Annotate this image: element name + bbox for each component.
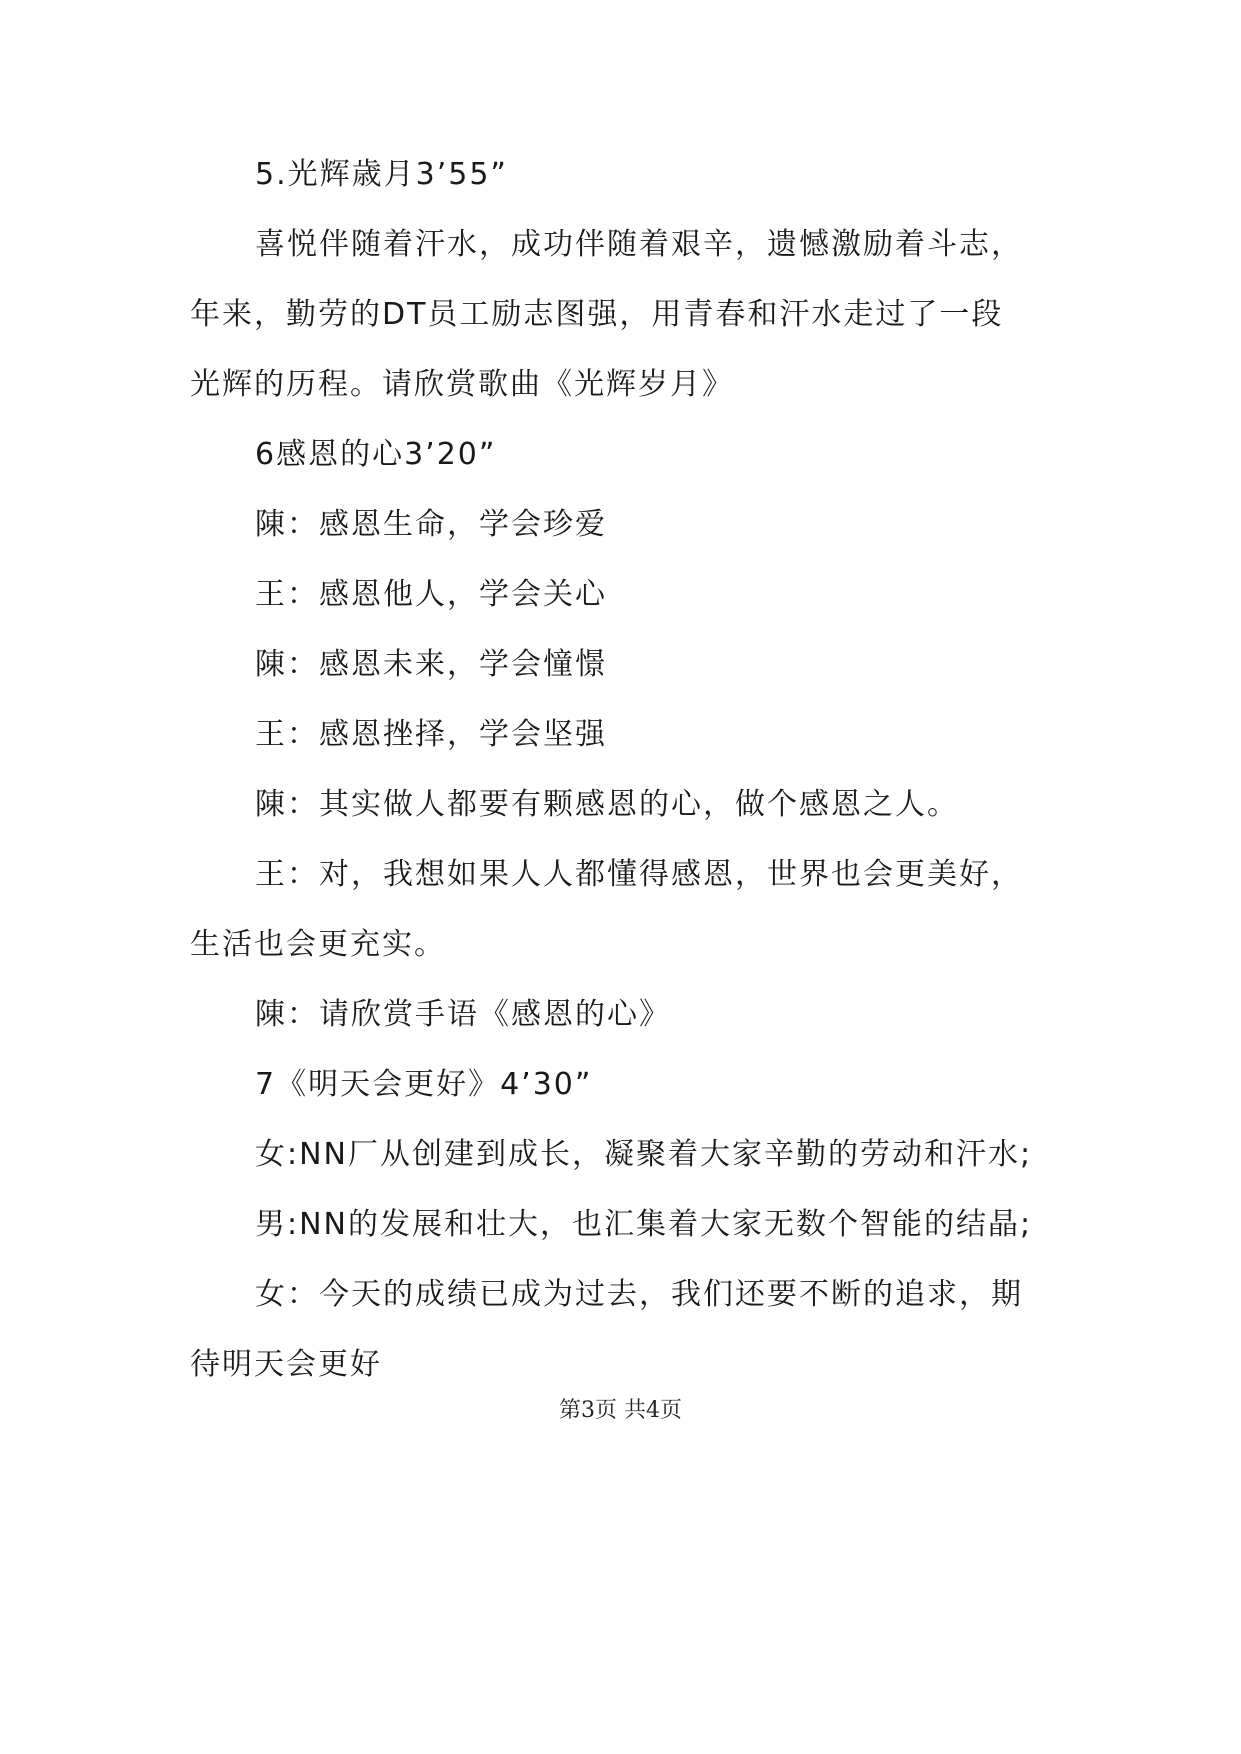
text-line-6: 陳：感恩生命，学会珍爱 xyxy=(255,507,607,542)
text-line-9: 王：感恩挫择，学会坚强 xyxy=(255,717,607,752)
text-line-13: 陳：请欣赏手语《感恩的心》 xyxy=(255,997,671,1032)
text-line-10: 陳：其实做人都要有颗感恩的心，做个感恩之人。 xyxy=(255,787,959,822)
text-line-15: 女:NN厂从创建到成长，凝聚着大家辛勤的劳动和汗水; xyxy=(255,1137,1033,1172)
text-line-18: 待明天会更好 xyxy=(190,1347,382,1382)
text-line-7: 王：感恩他人，学会关心 xyxy=(255,577,607,612)
text-line-14: 7《明天会更好》4’30” xyxy=(255,1067,593,1102)
text-line-16: 男:NN的发展和壮大，也汇集着大家无数个智能的结晶; xyxy=(255,1207,1033,1242)
text-line-3: 年来，勤劳的DT员工励志图强，用青春和汗水走过了一段 xyxy=(190,297,1004,332)
text-line-4: 光辉的历程。请欣赏歌曲《光辉岁月》 xyxy=(190,367,734,402)
text-line-1: 5.光辉歳月3’55” xyxy=(255,157,508,192)
text-line-2: 喜悦伴随着汗水，成功伴随着艰辛，遗憾激励着斗志， xyxy=(255,227,1023,262)
text-line-17: 女：今天的成绩已成为过去，我们还要不断的追求，期 xyxy=(255,1277,1023,1312)
text-line-5: 6感恩的心3’20” xyxy=(255,437,497,472)
text-line-12: 生活也会更充实。 xyxy=(190,927,446,962)
text-line-8: 陳：感恩未来，学会憧憬 xyxy=(255,647,607,682)
text-line-11: 王：对，我想如果人人都懂得感恩，世界也会更美好， xyxy=(255,857,1023,892)
page-number-footer: 第3页 共4页 xyxy=(559,1398,682,1423)
